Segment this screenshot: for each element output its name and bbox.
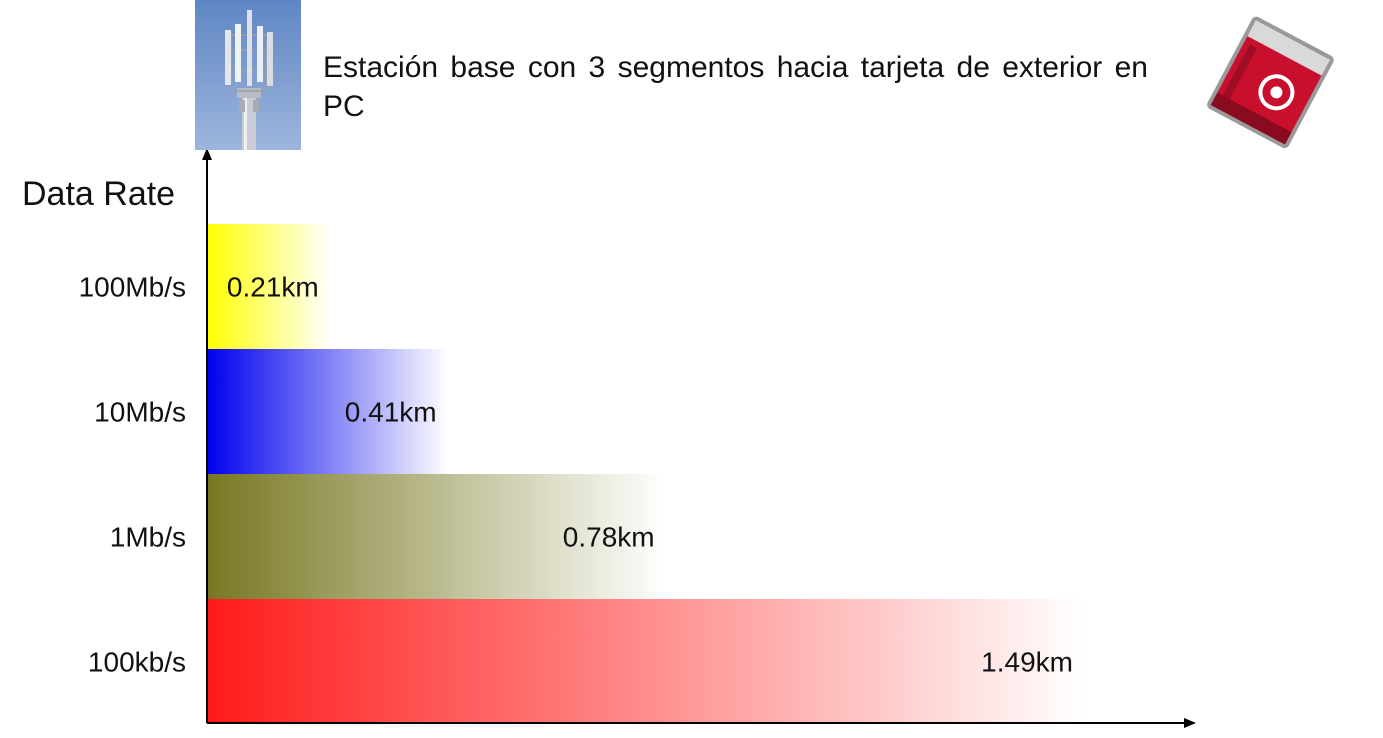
bar-100kb/s — [207, 599, 1085, 724]
category-label: 1Mb/s — [109, 521, 186, 553]
y-axis-title: Data Rate — [22, 175, 176, 213]
pc-card-icon — [1205, 15, 1335, 150]
x-axis-arrowhead — [1184, 718, 1196, 728]
base-station-tower-photo — [195, 0, 301, 150]
caption: Estación base con 3 segmentos hacia tarjeta de exterior en PC — [323, 51, 1148, 123]
bars-layer — [207, 224, 1085, 724]
value-label: 0.41km — [344, 396, 437, 428]
category-label: 100Mb/s — [78, 271, 186, 303]
value-label: 0.78km — [562, 521, 655, 553]
value-label: 0.21km — [226, 271, 319, 303]
pc-card-modem-photo — [1195, 6, 1345, 156]
value-label: 1.49km — [981, 646, 1073, 678]
category-label: 10Mb/s — [94, 396, 186, 428]
category-label: 100kb/s — [87, 646, 186, 678]
